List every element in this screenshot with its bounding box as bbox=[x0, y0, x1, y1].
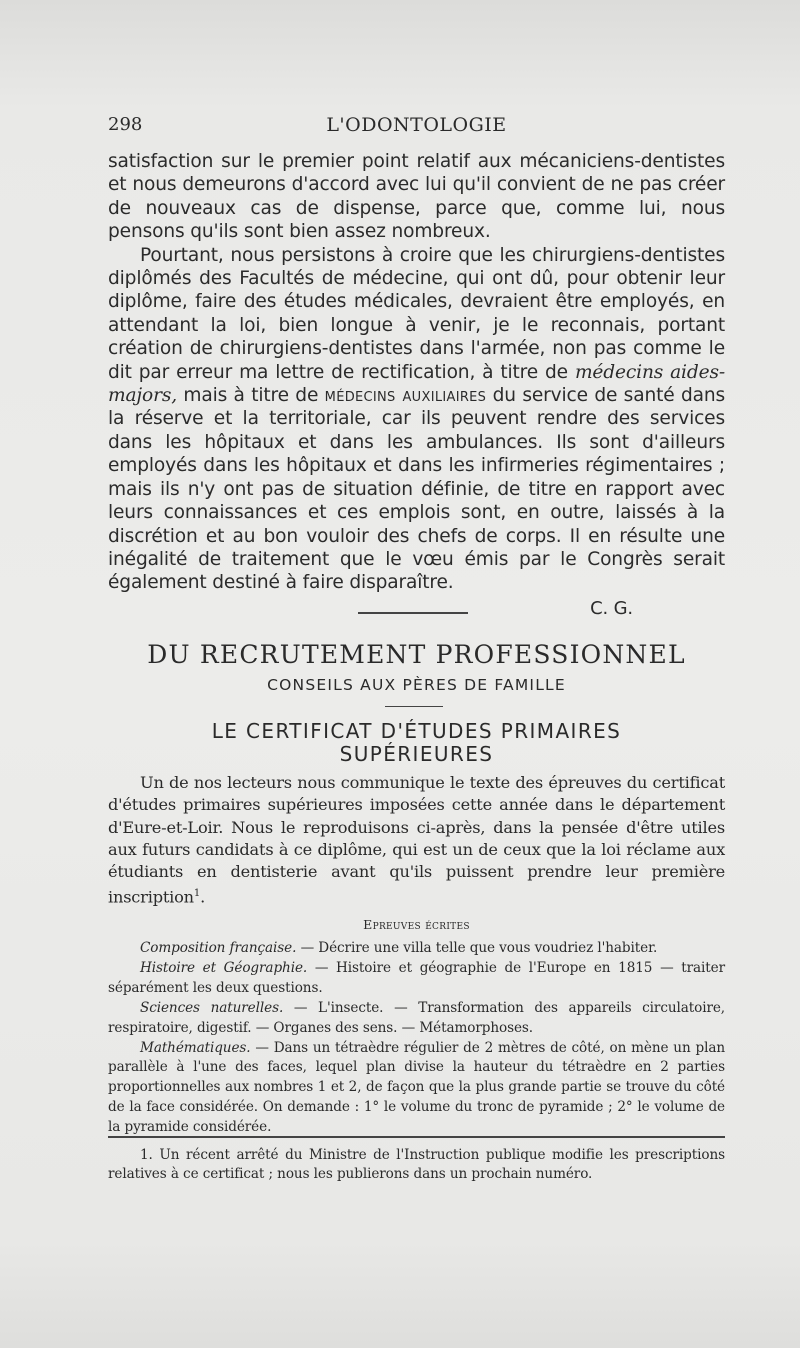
subtitle-divider bbox=[385, 706, 443, 707]
page-number: 298 bbox=[108, 114, 143, 135]
intro-p2-smallcaps: médecins auxiliaires bbox=[324, 385, 487, 407]
intro-text bbox=[108, 150, 725, 620]
signature: C. G. bbox=[590, 597, 633, 619]
intro-p2-italic: médecins aides-majors, bbox=[108, 361, 725, 407]
exercise-text: — Histoire et géographie de l'Europe en 1815 — traiter séparément les deux questions. bbox=[108, 959, 725, 996]
intro-paragraph-2 bbox=[108, 244, 725, 595]
article-heading-line-1: LE CERTIFICAT D'ÉTUDES PRIMAIRES bbox=[211, 719, 622, 743]
footnote-ref: 1 bbox=[193, 888, 201, 900]
footnote-text: 1. Un récent arrêté du Ministre de l'Instruction publique modifie les prescriptions relatives à ce certificat ; nous les publierons dans un prochain numéro. bbox=[108, 1147, 725, 1183]
exercise-label: Sciences naturelles. bbox=[140, 999, 284, 1016]
exercise-label: Composition française. bbox=[140, 940, 297, 956]
footnote bbox=[108, 1146, 725, 1185]
exercise-text: — Décrire une villa telle que vous voudriez l'habiter. bbox=[296, 940, 658, 956]
exercise-label: Mathématiques. bbox=[140, 1039, 251, 1056]
intro-p2-b: mais à titre de bbox=[176, 385, 325, 407]
exercise-text: — L'insecte. — Transformation des appareils circulatoire, respiratoire, digestif. — Organes des sens. — Métamorphoses. bbox=[108, 999, 726, 1036]
exercise-label: Histoire et Géographie. bbox=[140, 959, 308, 976]
exercise-text: — Dans un tétraèdre régulier de 2 mètres de côté, on mène un plan parallèle à l'une des faces, lequel plan divise la hauteur du tétraèdre en 2 parties proportionnelles aux nombres 1 et 2, de façon que la plus grande partie se trouve du côté de la face considérée. On demande : 1° le volume du tronc de pyramide ; 2° le volume de la pyramide considérée. bbox=[108, 1039, 725, 1136]
article-subtitle: CONSEILS AUX PÈRES DE FAMILLE bbox=[267, 676, 566, 694]
article-heading bbox=[108, 720, 725, 766]
section-divider bbox=[358, 612, 468, 614]
exercise-item bbox=[108, 959, 725, 999]
section-head bbox=[108, 917, 725, 932]
intro-p2-a: Pourtant, nous persistons à croire que les chirurgiens-dentistes diplômés des Facultés de médecine, qui ont dû, pour obtenir leur diplôme, faire des études médicales, devraient être employés, en attendant la loi, bien longue à venir, je le reconnais, portant création de chirurgiens-dentistes dans l'armée, non pas comme le dit par erreur ma lettre de rectification, à titre de bbox=[108, 244, 725, 383]
exercise-item bbox=[108, 999, 725, 1039]
exercise-item bbox=[108, 1039, 725, 1139]
article-paragraph bbox=[108, 772, 725, 909]
page-header bbox=[108, 114, 725, 142]
intro-paragraph-1: satisfaction sur le premier point relatif aux mécaniciens-dentistes et nous demeurons d'accord avec lui qu'il convient de ne pas créer de nouveaux cas de dispense, parce que, comme lui, nous pensons qu'ils sont bien assez nombreux. bbox=[108, 151, 725, 243]
article-body bbox=[108, 772, 725, 909]
article-heading-line-2: SUPÉRIEURES bbox=[339, 742, 494, 766]
article-body-text: Un de nos lecteurs nous communique le texte des épreuves du certificat d'études primaires supérieures imposées cette année dans le département d'Eure-et-Loir. Nous le reproduisons ci-après, dans la pensée d'être utiles aux futurs candidats à ce diplôme, qui est un de ceux que la loi réclame aux étudiants en dentisterie avant qu'ils puissent prendre leur première inscription bbox=[108, 773, 725, 907]
exercise-item bbox=[108, 939, 725, 959]
exercises-list bbox=[108, 939, 725, 1138]
running-head: L'ODONTOLOGIE bbox=[326, 114, 507, 136]
article-body-end: . bbox=[200, 887, 206, 907]
footnote-rule bbox=[108, 1136, 725, 1138]
section-head-text: Epreuves écrites bbox=[363, 917, 470, 932]
intro-p2-c: du service de santé dans la réserve et la territoriale, car ils peuvent rendre des services dans les hôpitaux et dans les ambulances. Ils sont d'ailleurs employés dans les hôpitaux et dans les infirmeries régimentaires ; mais ils n'y ont pas de situation définie, de titre en rapport avec leurs connaissances et ces emplois sont, en outre, laissés à la discrétion et au bon vouloir des chefs de corps. Il en résulte une inégalité de traitement que le vœu émis par le Congrès serait également destiné à faire disparaître. bbox=[108, 385, 726, 594]
article-title: DU RECRUTEMENT PROFESSIONNEL bbox=[147, 640, 686, 669]
